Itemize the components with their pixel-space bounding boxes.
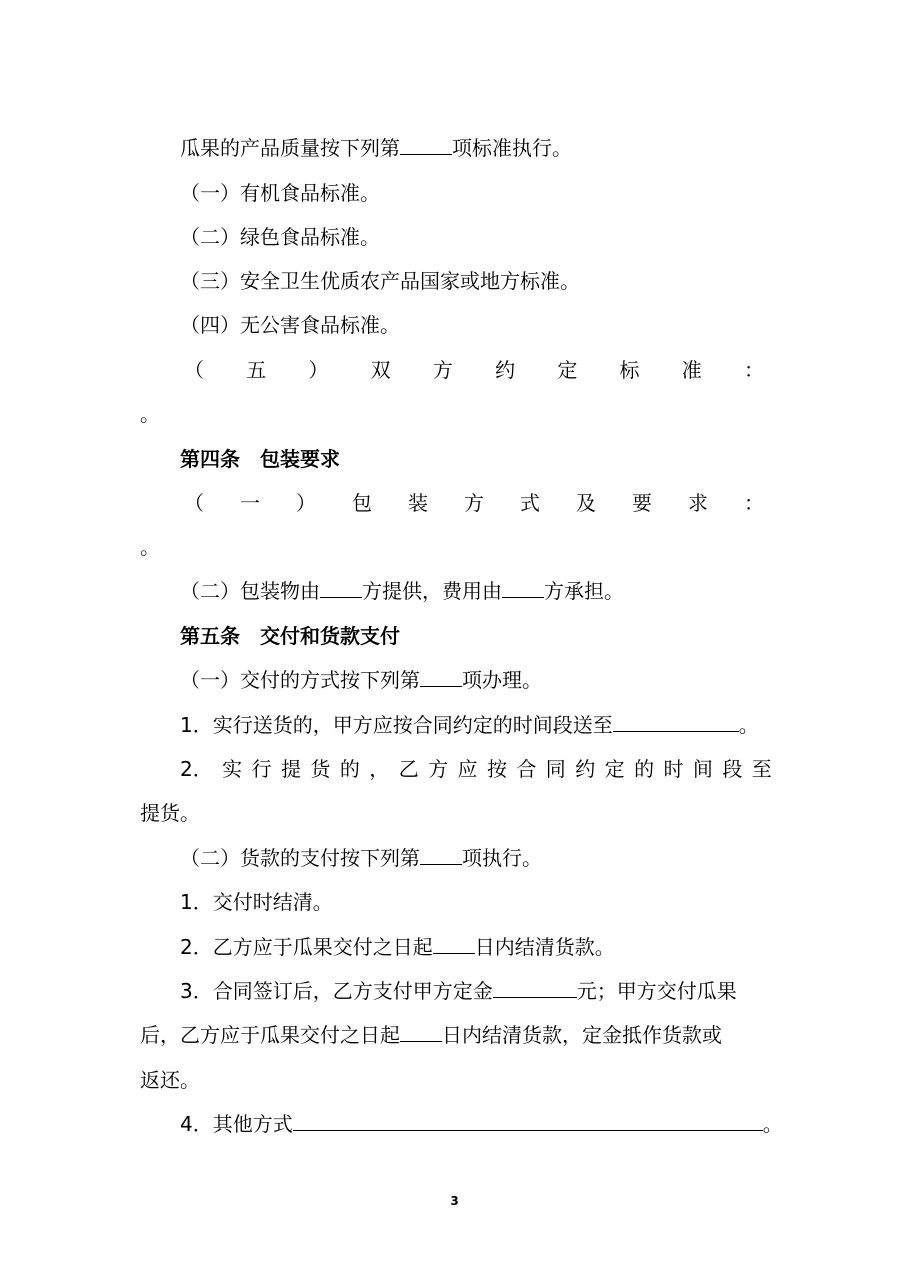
payment-3-text-d: 日内结清货款，定金抵作货款或 — [442, 1023, 722, 1047]
delivery-2-char: 方 — [428, 757, 449, 781]
delivery-2-char: 货 — [310, 757, 331, 781]
packaging-1-char: 装 — [408, 491, 428, 515]
delivery-2-char: 段 — [722, 757, 743, 781]
packaging-1-end: 。 — [140, 535, 160, 559]
standard-5-char: 约 — [495, 358, 516, 382]
payment-4-text: 4．其他方式 — [180, 1112, 293, 1136]
packaging-1-char: ） — [296, 491, 316, 515]
delivery-2-char: 约 — [575, 757, 596, 781]
standard-5-char: ） — [308, 358, 329, 382]
article-5-title: 第五条 交付和货款支付 — [180, 624, 400, 648]
delivery-2-char: 实 — [222, 757, 243, 781]
packaging-1-char: 及 — [576, 491, 596, 515]
standard-5-char: 方 — [432, 358, 453, 382]
page-number: 3 — [450, 1194, 459, 1208]
standard-4: （四）无公害食品标准。 — [180, 313, 400, 337]
payment-4 — [180, 1110, 783, 1138]
payment-2-text: 2．乙方应于瓜果交付之日起 — [180, 935, 433, 959]
standard-5-char: 定 — [557, 358, 578, 382]
delivery-destination-blank[interactable] — [613, 711, 739, 732]
delivery-2-line — [180, 755, 772, 783]
packaging-1-char: 求 — [688, 491, 708, 515]
delivery-2-char: 应 — [457, 757, 478, 781]
payment-3-line-2 — [140, 1021, 722, 1049]
packaging-2 — [180, 577, 624, 605]
standard-5-char: 准 — [681, 358, 702, 382]
other-method-blank[interactable] — [293, 1110, 763, 1131]
delivery-2-end: 提货。 — [140, 801, 200, 825]
payment-3-line-1 — [180, 977, 737, 1005]
packaging-1-char: 一 — [240, 491, 260, 515]
payment-3-text-b: 元；甲方交付瓜果 — [576, 979, 737, 1003]
packaging-1-line — [184, 489, 764, 517]
payment-2 — [180, 933, 615, 961]
delivery-2-char: 定 — [604, 757, 625, 781]
packaging-2-text-b: 方提供，费用由 — [362, 579, 502, 603]
standard-5-char: （ — [184, 358, 204, 382]
delivery-1-text: 1．实行送货的，甲方应按合同约定的时间段送至 — [180, 713, 613, 737]
delivery-2-char: 合 — [516, 757, 537, 781]
packaging-1-char: 式 — [520, 491, 540, 515]
payment-2-end: 日内结清货款。 — [474, 935, 615, 959]
packaging-1-char: 包 — [352, 491, 372, 515]
packaging-1-char: 要 — [632, 491, 652, 515]
standard-2: （二）绿色食品标准。 — [180, 225, 380, 249]
payment-intro-end: 项执行。 — [462, 846, 542, 870]
quality-intro-end: 项标准执行。 — [452, 136, 572, 160]
payment-1: 1．交付时结清。 — [180, 890, 333, 914]
quality-intro-text: 瓜果的产品质量按下列第 — [180, 136, 400, 160]
delivery-2-char: 至 — [751, 757, 772, 781]
payment-days-blank[interactable] — [433, 933, 475, 954]
delivery-2-char: 间 — [692, 757, 713, 781]
standard-1: （一）有机食品标准。 — [180, 181, 380, 205]
delivery-2-char: 时 — [663, 757, 684, 781]
delivery-2-char: 2． — [180, 757, 213, 781]
quality-intro — [180, 134, 572, 162]
delivery-2-char: 的 — [634, 757, 655, 781]
delivery-2-char: 按 — [486, 757, 507, 781]
article-4-title: 第四条 包装要求 — [180, 447, 340, 471]
delivery-1-end: 。 — [738, 713, 759, 737]
delivery-2-char: 同 — [545, 757, 566, 781]
payment-3-line-3: 返还。 — [140, 1068, 200, 1092]
packaging-provider-blank[interactable] — [320, 577, 362, 598]
standard-5-end: 。 — [140, 402, 160, 426]
standard-5-char: 五 — [246, 358, 267, 382]
packaging-2-text-c: 方承担。 — [544, 579, 624, 603]
payment-3-text-a: 3．合同签订后，乙方支付甲方定金 — [180, 979, 493, 1003]
delivery-2-char: 提 — [281, 757, 301, 781]
standard-5-line — [184, 356, 764, 384]
payment-intro — [180, 844, 542, 872]
packaging-1-char: 方 — [464, 491, 484, 515]
packaging-1-char: ： — [744, 491, 764, 515]
delivery-2-char: 乙 — [398, 757, 419, 781]
delivery-2-char: 的 — [339, 757, 360, 781]
packaging-2-text-a: （二）包装物由 — [180, 579, 320, 603]
payment-3-days-blank[interactable] — [400, 1021, 442, 1042]
payment-3-text-c: 后，乙方应于瓜果交付之日起 — [140, 1023, 400, 1047]
delivery-intro-end: 项办理。 — [462, 668, 542, 692]
delivery-blank[interactable] — [420, 666, 462, 687]
payment-4-end: 。 — [762, 1112, 783, 1136]
delivery-1 — [180, 711, 759, 739]
payment-intro-text: （二）货款的支付按下列第 — [180, 846, 420, 870]
delivery-2-char: ， — [369, 757, 390, 781]
delivery-intro — [180, 666, 542, 694]
standard-5-char: 双 — [370, 358, 391, 382]
quality-blank[interactable] — [400, 134, 452, 155]
payment-blank[interactable] — [420, 844, 462, 865]
delivery-intro-text: （一）交付的方式按下列第 — [180, 668, 420, 692]
delivery-2-char: 行 — [251, 757, 272, 781]
standard-3: （三）安全卫生优质农产品国家或地方标准。 — [180, 269, 580, 293]
packaging-cost-blank[interactable] — [502, 577, 544, 598]
standard-5-char: ： — [743, 358, 764, 382]
deposit-amount-blank[interactable] — [493, 977, 577, 998]
packaging-1-char: （ — [184, 491, 204, 515]
standard-5-char: 标 — [619, 358, 640, 382]
